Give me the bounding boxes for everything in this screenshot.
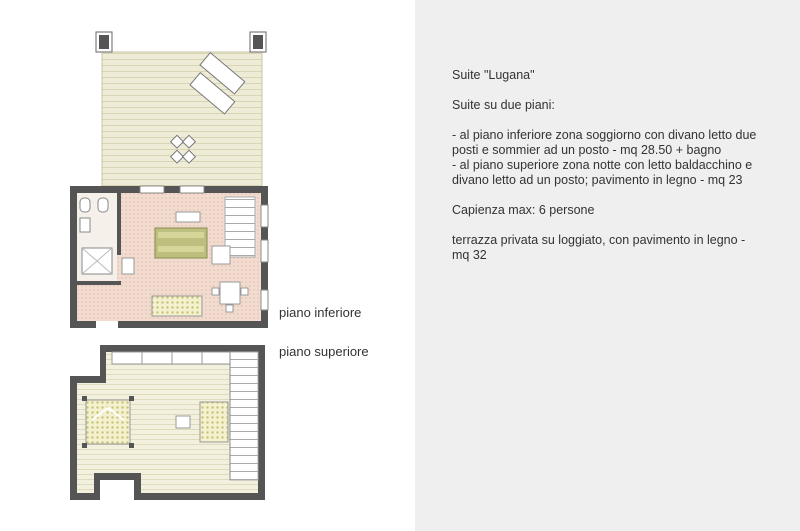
suite-title: Suite "Lugana"	[452, 68, 535, 82]
capacity-text: Capienza max: 6 persone	[452, 203, 595, 217]
terrace-description: terrazza privata su loggiato, con pavimento in legno - mq 32	[452, 233, 746, 262]
upper-floor-plan	[70, 345, 265, 500]
lower-floor-description: - al piano inferiore zona soggiorno con divano letto due posti e sommier ad un posto - mq 28.50 + bagno	[452, 128, 757, 157]
upper-floor-label: piano superiore	[279, 344, 369, 359]
suite-description	[452, 68, 757, 278]
canopy-bed	[82, 396, 134, 448]
lower-floor-plan	[70, 186, 268, 328]
description-panel	[415, 0, 800, 531]
suite-subtitle: Suite su due piani:	[452, 98, 555, 112]
upper-floor-description: - al piano superiore zona notte con letto baldacchino e divano letto ad un posto; pavimento in legno - mq 23	[452, 158, 753, 187]
sofa-bed	[155, 228, 207, 258]
terrace	[96, 32, 266, 188]
lower-floor-label: piano inferiore	[279, 305, 362, 320]
